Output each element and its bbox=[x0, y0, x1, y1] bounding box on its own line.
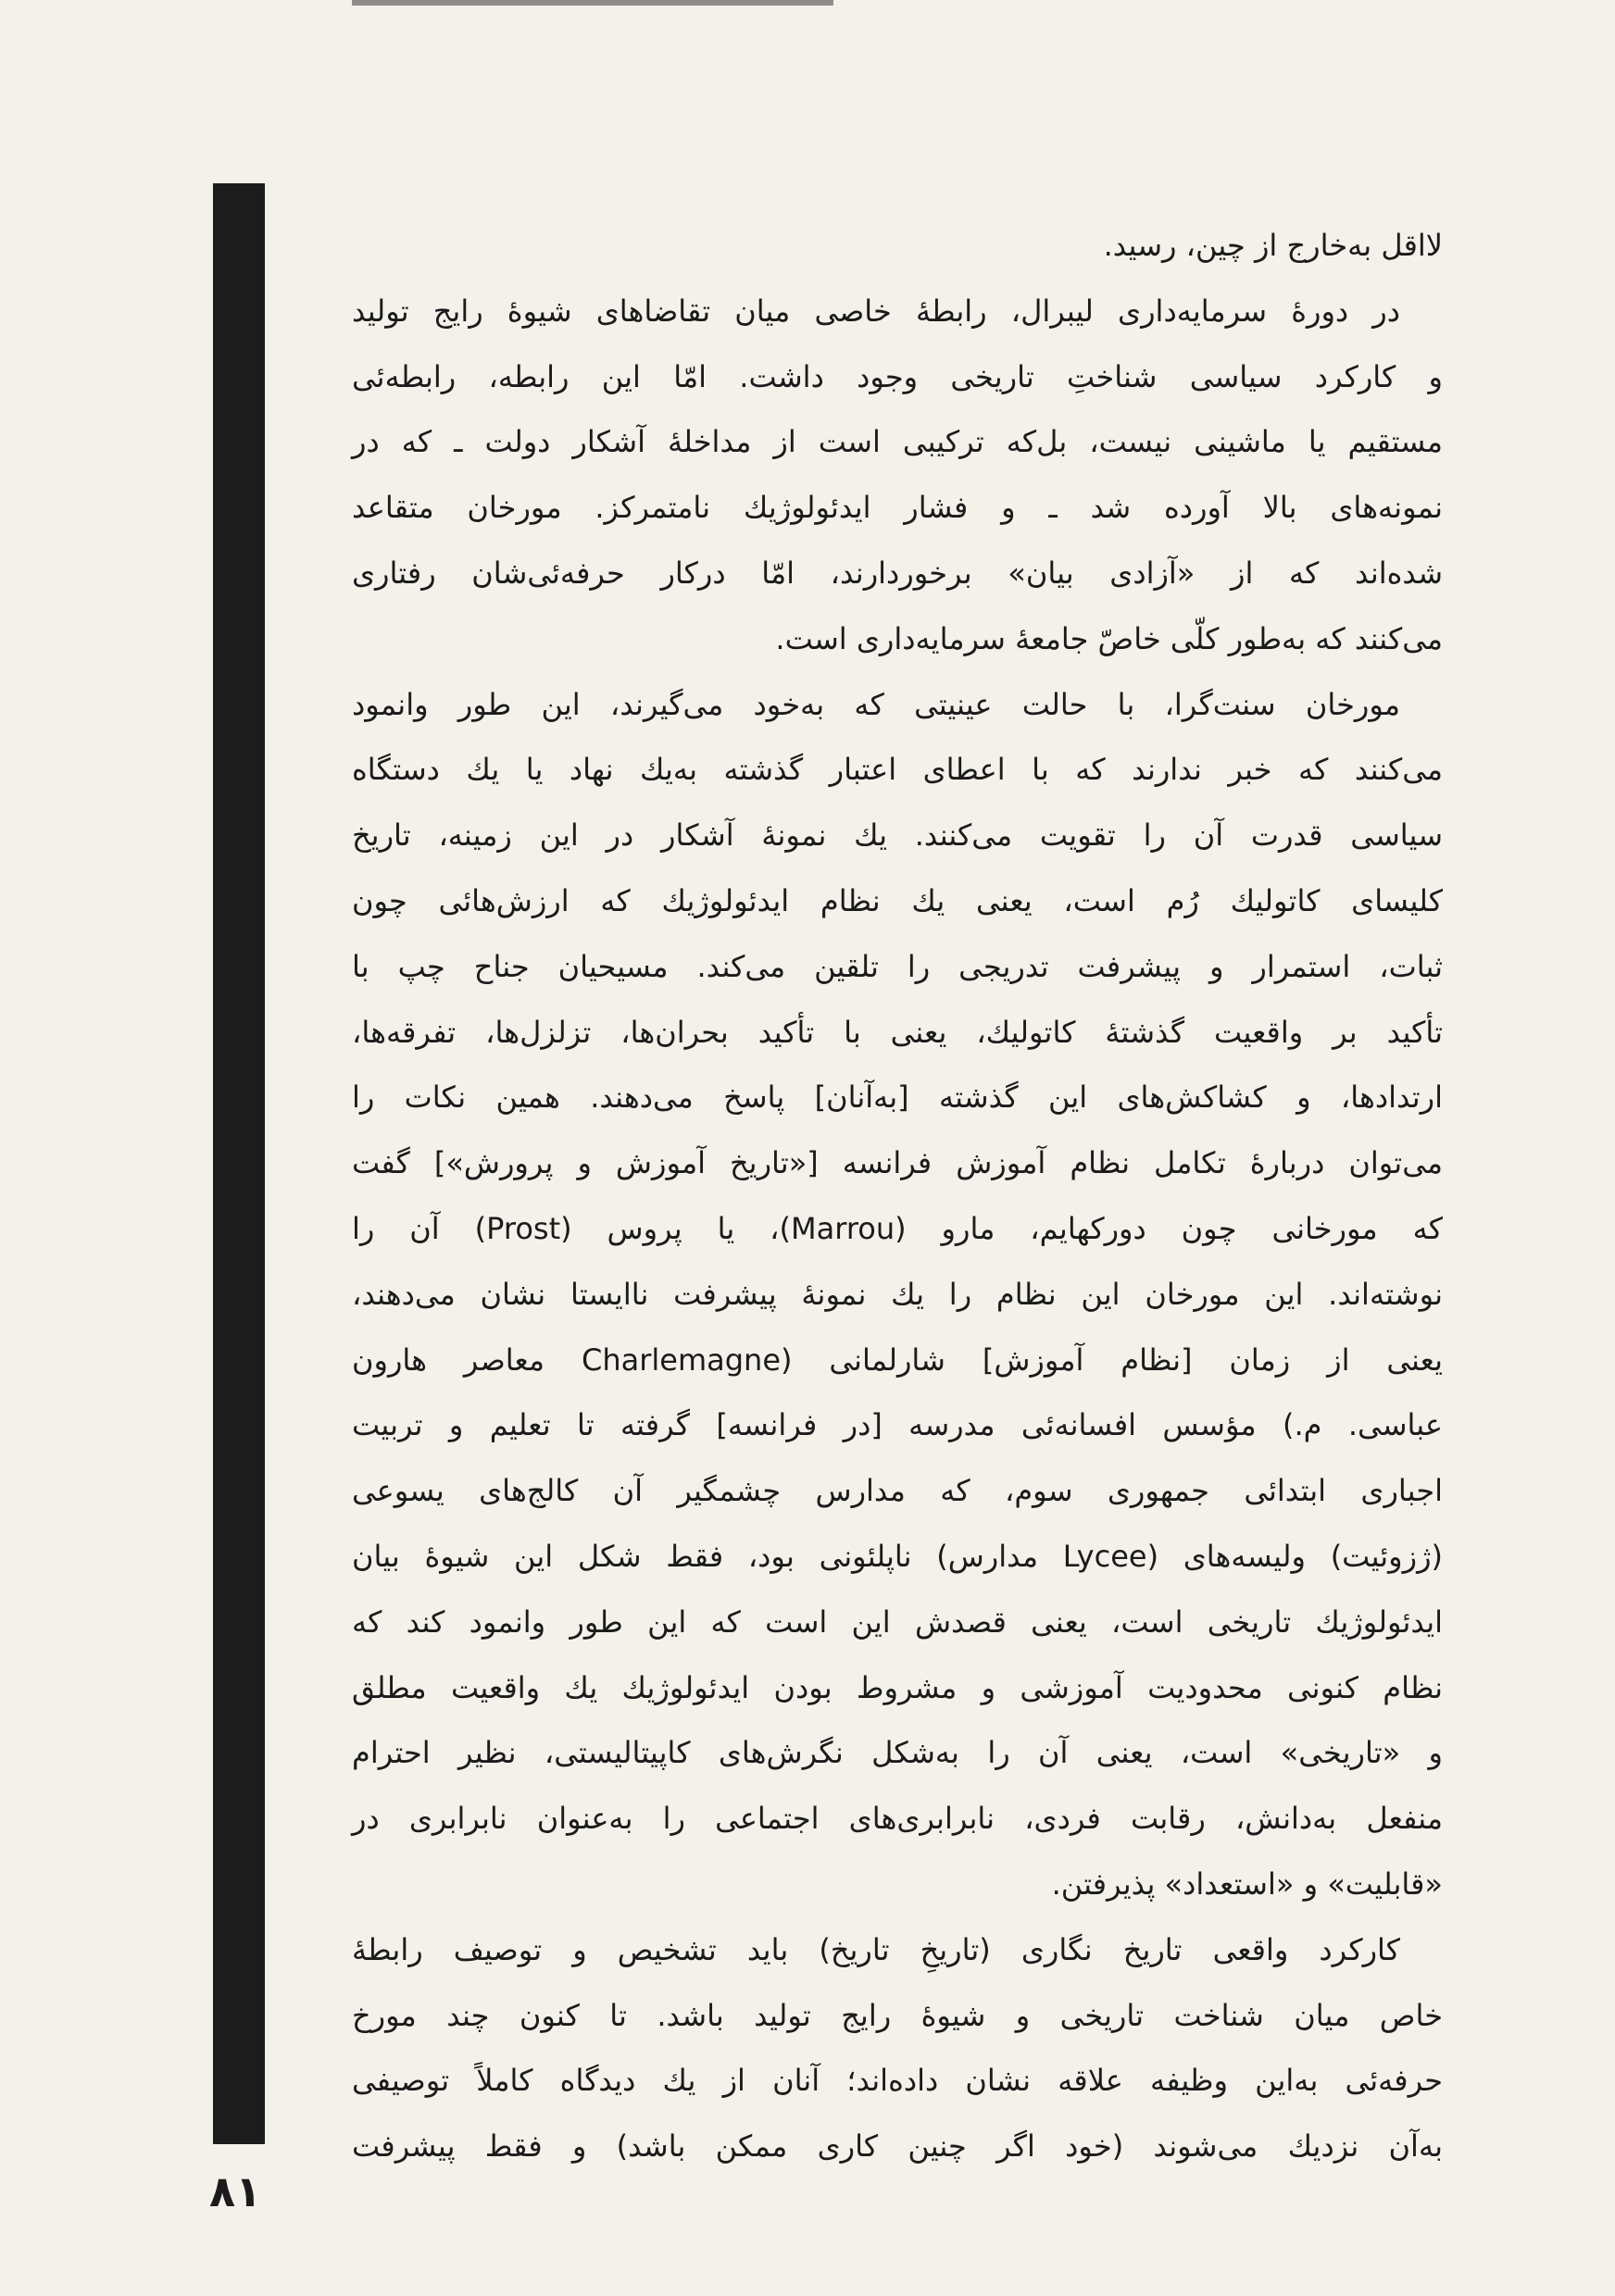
text-line: مستقیم یا ماشینی نیست، بل‌که ترکیبی است از مداخلهٔ آشکار دولت ـ که در bbox=[352, 424, 1443, 460]
text-line: می‌کنند که خبر ندارند که با اعطای اعتبار گذشته به‌یك نهاد یا یك دستگاه bbox=[352, 752, 1443, 788]
text-line: کلیسای کاتولیك رُم است، یعنی یك نظام ایدئولوژیك که ارزش‌هائی چون bbox=[352, 882, 1443, 918]
text-line: کارکرد واقعی تاریخ نگاری (تاریخِ تاریخ) باید تشخیص و توصیف رابطهٔ bbox=[352, 1931, 1400, 1967]
text-line: به‌آن نزدیك می‌شوند (خود اگر چنین کاری ممکن باشد) و فقط پیشرفت bbox=[352, 2128, 1443, 2165]
text-line: نمونه‌های بالا آورده شد ـ و فشار ایدئولوژیك نامتمرکز. مورخان متقاعد bbox=[352, 490, 1443, 526]
text-line: خاص میان شناخت تاریخی و شیوهٔ رایج تولید باشد. تا کنون چند مورخ bbox=[352, 1997, 1443, 2033]
text-line: سیاسی قدرت آن را تقویت می‌کنند. یك نمونهٔ آشکار در این زمینه، تاریخ bbox=[352, 817, 1443, 854]
page-top-edge-shadow bbox=[352, 0, 833, 6]
text-line: ایدئولوژیك تاریخی است، یعنی قصدش این است که این طور وانمود کند که bbox=[352, 1603, 1443, 1640]
text-line: یعنی از زمان [نظام آموزش] شارلمانی (Charlemagne معاصر هارون bbox=[352, 1341, 1444, 1378]
text-line: (ژزوئیت) ولیسه‌های (Lycee مدارس) ناپلئونی بود، فقط شکل این شیوهٔ بیان bbox=[352, 1538, 1444, 1574]
text-line: نظام کنونی محدودیت آموزشی و مشروط بودن ایدئولوژیك یك واقعیت مطلق bbox=[352, 1669, 1443, 1705]
text-line: لااقل به‌خارج از چین، رسید. bbox=[1103, 228, 1443, 263]
text-line: تأکید بر واقعیت گذشتهٔ کاتولیك، یعنی با تأکید بحران‌ها، تزلزل‌ها، تفرقه‌ها، bbox=[352, 1014, 1443, 1050]
text-line: که مورخانی چون دورکهایم، مارو (Marrou)، یا پروس (Prost) آن را bbox=[352, 1210, 1444, 1246]
text-line: مورخان سنت‌گرا، با حالت عینیتی که به‌خود می‌گیرند، این طور وانمود bbox=[352, 686, 1400, 722]
page-side-bar bbox=[213, 183, 265, 2144]
body-text bbox=[352, 213, 1443, 2179]
text-line: اجباری ابتدائی جمهوری سوم، که مدارس چشمگیر آن کالج‌های یسوعی bbox=[352, 1473, 1443, 1509]
text-line: و «تاریخی» است، یعنی آن را به‌شکل نگرش‌های کاپیتالیستی، نظیر احترام bbox=[352, 1735, 1443, 1771]
page-number: ۸۱ bbox=[209, 2166, 262, 2216]
text-line: نوشته‌اند. این مورخان این نظام را یك نمونهٔ پیشرفت ناایستا نشان می‌دهند، bbox=[352, 1276, 1443, 1312]
text-line: در دورهٔ سرمایه‌داری لیبرال، رابطهٔ خاصی میان تقاضاهای شیوهٔ رایج تولید bbox=[352, 293, 1400, 329]
text-line: ثبات، استمرار و پیشرفت تدریجی را تلقین می‌کند. مسیحیان جناح چپ با bbox=[352, 948, 1443, 984]
text-line: می‌کنند که به‌طور کلّی خاصّ جامعهٔ سرمایه‌داری است. bbox=[775, 620, 1443, 656]
text-line: و کارکرد سیاسی شناختِ تاریخی وجود داشت. امّا این رابطه، رابطه‌ئی bbox=[352, 358, 1443, 394]
text-line: حرفه‌ئی به‌این وظیفه علاقه نشان داده‌اند؛ آنان از یك دیدگاه کاملاً توصیفی bbox=[352, 2063, 1443, 2099]
text-line: شده‌اند که از «آزادی بیان» برخوردارند، امّا درکار حرفه‌ئی‌شان رفتاری bbox=[352, 555, 1443, 591]
text-line: «قابلیت» و «استعداد» پذیرفتن. bbox=[1051, 1866, 1443, 1902]
text-line: منفعل به‌دانش، رقابت فردی، نابرابری‌های اجتماعی را به‌عنوان نابرابری در bbox=[352, 1801, 1443, 1837]
text-line: ارتدادها، و کشاکش‌های این گذشته [به‌آنان] پاسخ می‌دهند. همین نکات را bbox=[352, 1079, 1443, 1116]
text-line: می‌توان دربارهٔ تکامل نظام آموزش فرانسه [«تاریخ آموزش و پرورش»] گفت bbox=[352, 1145, 1443, 1181]
text-line: عباسی. م.) مؤسس افسانه‌ئی مدرسه [در فرانسه] گرفته تا تعلیم و تربیت bbox=[352, 1407, 1443, 1443]
